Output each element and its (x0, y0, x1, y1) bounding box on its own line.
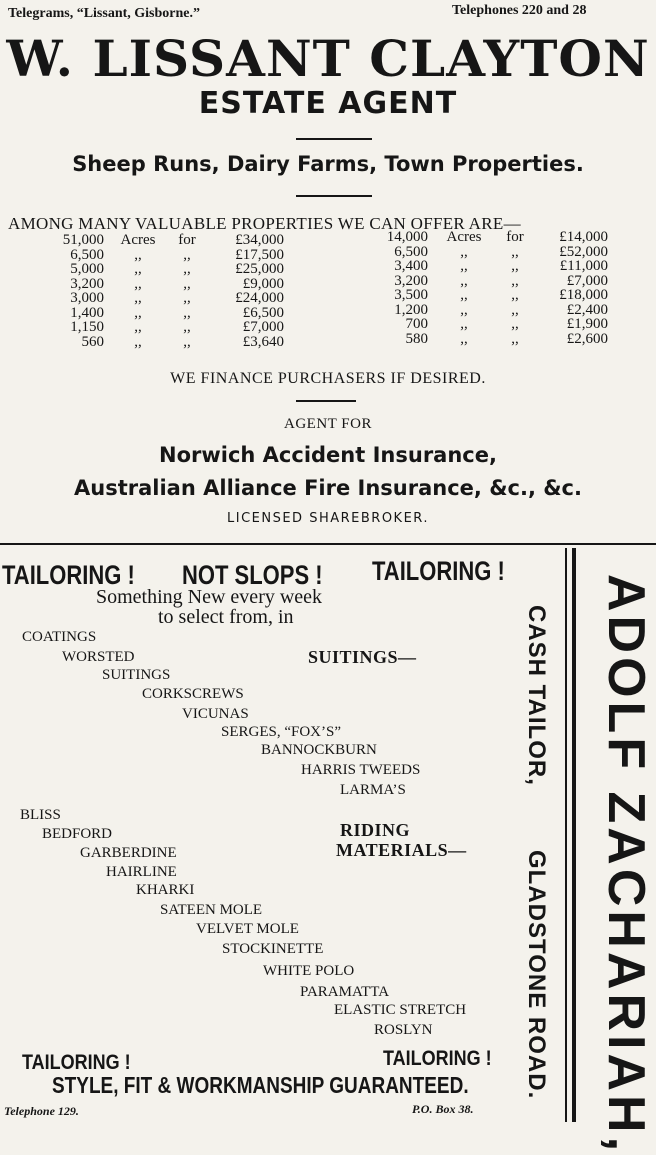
telephones-line: Telephones 220 and 28 (452, 3, 587, 18)
sharebroker-line: LICENSED SHAREBROKER. (227, 511, 429, 526)
section-divider (0, 543, 656, 545)
list-item: 1,150 ,, ,, £7,000 (70, 319, 284, 335)
list-item: 560 ,, ,, £3,640 (81, 333, 284, 350)
list-item: COATINGS (22, 629, 97, 645)
list-item: SATEEN MOLE (160, 902, 263, 918)
list-item: SUITINGS (102, 667, 171, 683)
list-item: WORSTED (62, 649, 135, 665)
list-item: CORKSCREWS (142, 686, 244, 702)
headline-tailoring-left: TAILORING ! (2, 560, 135, 590)
agent-for-label: AGENT FOR (284, 416, 372, 432)
list-item: BEDFORD (42, 826, 113, 842)
list-item: 5,000 ,, ,, £25,000 (70, 261, 284, 277)
telegrams-line: Telegrams, “Lissant, Gisborne.” (8, 6, 200, 21)
list-item: 3,500 ,, ,, £18,000 (394, 287, 608, 303)
insurance-norwich: Norwich Accident Insurance, (159, 443, 497, 467)
list-item: HAIRLINE (106, 864, 177, 880)
side-adolf-zachariah: ADOLF ZACHARIAH, (597, 574, 655, 1155)
list-item: GARBERDINE (80, 845, 177, 861)
headline-tailoring-right: TAILORING ! (372, 556, 505, 586)
list-item: 1,400 ,, ,, £6,500 (70, 304, 284, 321)
list-item: SERGES, “FOX’S” (221, 724, 342, 740)
list-item: 700 ,, ,, £1,900 (405, 316, 608, 332)
finance-line: WE FINANCE PURCHASERS IF DESIRED. (170, 370, 486, 387)
footer-tailoring-right: TAILORING ! (383, 1046, 492, 1070)
po-box: P.O. Box 38. (412, 1102, 474, 1116)
list-item: 3,000 ,, ,, £24,000 (70, 290, 284, 306)
side-rule-right (572, 548, 576, 1122)
subheading-1: Something New every week (96, 586, 323, 608)
list-item: 6,500 ,, ,, £52,000 (394, 243, 608, 260)
footer-tailoring-left: TAILORING ! (22, 1050, 131, 1074)
list-item: VELVET MOLE (196, 921, 299, 937)
list-item: 3,200 ,, ,, £9,000 (70, 275, 284, 292)
divider (296, 400, 356, 402)
divider (296, 138, 372, 140)
list-item: 14,000 Acres for £14,000 (386, 229, 608, 245)
side-gladstone-road: GLADSTONE ROAD. (523, 850, 550, 1100)
agent-name: W. LISSANT CLAYTON (6, 29, 650, 88)
list-item: 3,200 ,, ,, £7,000 (394, 272, 608, 289)
list-item: VICUNAS (182, 706, 249, 722)
headline-not-slops: NOT SLOPS ! (182, 560, 323, 590)
list-item: BANNOCKBURN (261, 742, 377, 758)
subheading-2: to select from, in (158, 606, 294, 628)
list-item: 1,200 ,, ,, £2,400 (394, 301, 608, 318)
list-item: STOCKINETTE (222, 941, 324, 957)
list-item: 51,000 Acres for £34,000 (62, 232, 284, 248)
list-item: 580 ,, ,, £2,600 (405, 330, 608, 347)
list-item: 6,500 ,, ,, £17,500 (70, 246, 284, 263)
list-item: BLISS (20, 807, 61, 823)
riding-label: RIDING (340, 820, 411, 840)
divider (296, 195, 372, 197)
list-item: ELASTIC STRETCH (334, 1002, 467, 1018)
list-item: 3,400 ,, ,, £11,000 (394, 258, 608, 274)
agent-role: ESTATE AGENT (198, 86, 458, 121)
list-item: ROSLYN (374, 1022, 433, 1038)
side-cash-tailor: CASH TAILOR, (523, 605, 550, 786)
list-item: PARAMATTA (300, 984, 390, 1000)
side-rule-left (565, 548, 567, 1122)
list-item: WHITE POLO (263, 963, 355, 979)
insurance-australian: Australian Alliance Fire Insurance, &c., &c. (74, 476, 582, 500)
guarantee-line: STYLE, FIT & WORKMANSHIP GUARANTEED. (52, 1074, 469, 1100)
tagline: Sheep Runs, Dairy Farms, Town Properties. (72, 152, 584, 176)
telephone-number: Telephone 129. (4, 1104, 79, 1118)
list-item: KHARKI (136, 882, 195, 898)
suitings-label: SUITINGS— (308, 647, 417, 667)
properties-intro: AMONG MANY VALUABLE PROPERTIES WE CAN OFFER ARE— (8, 214, 521, 233)
list-item: LARMA’S (340, 782, 406, 798)
list-item: HARRIS TWEEDS (301, 762, 421, 778)
materials-label: MATERIALS— (336, 840, 467, 860)
